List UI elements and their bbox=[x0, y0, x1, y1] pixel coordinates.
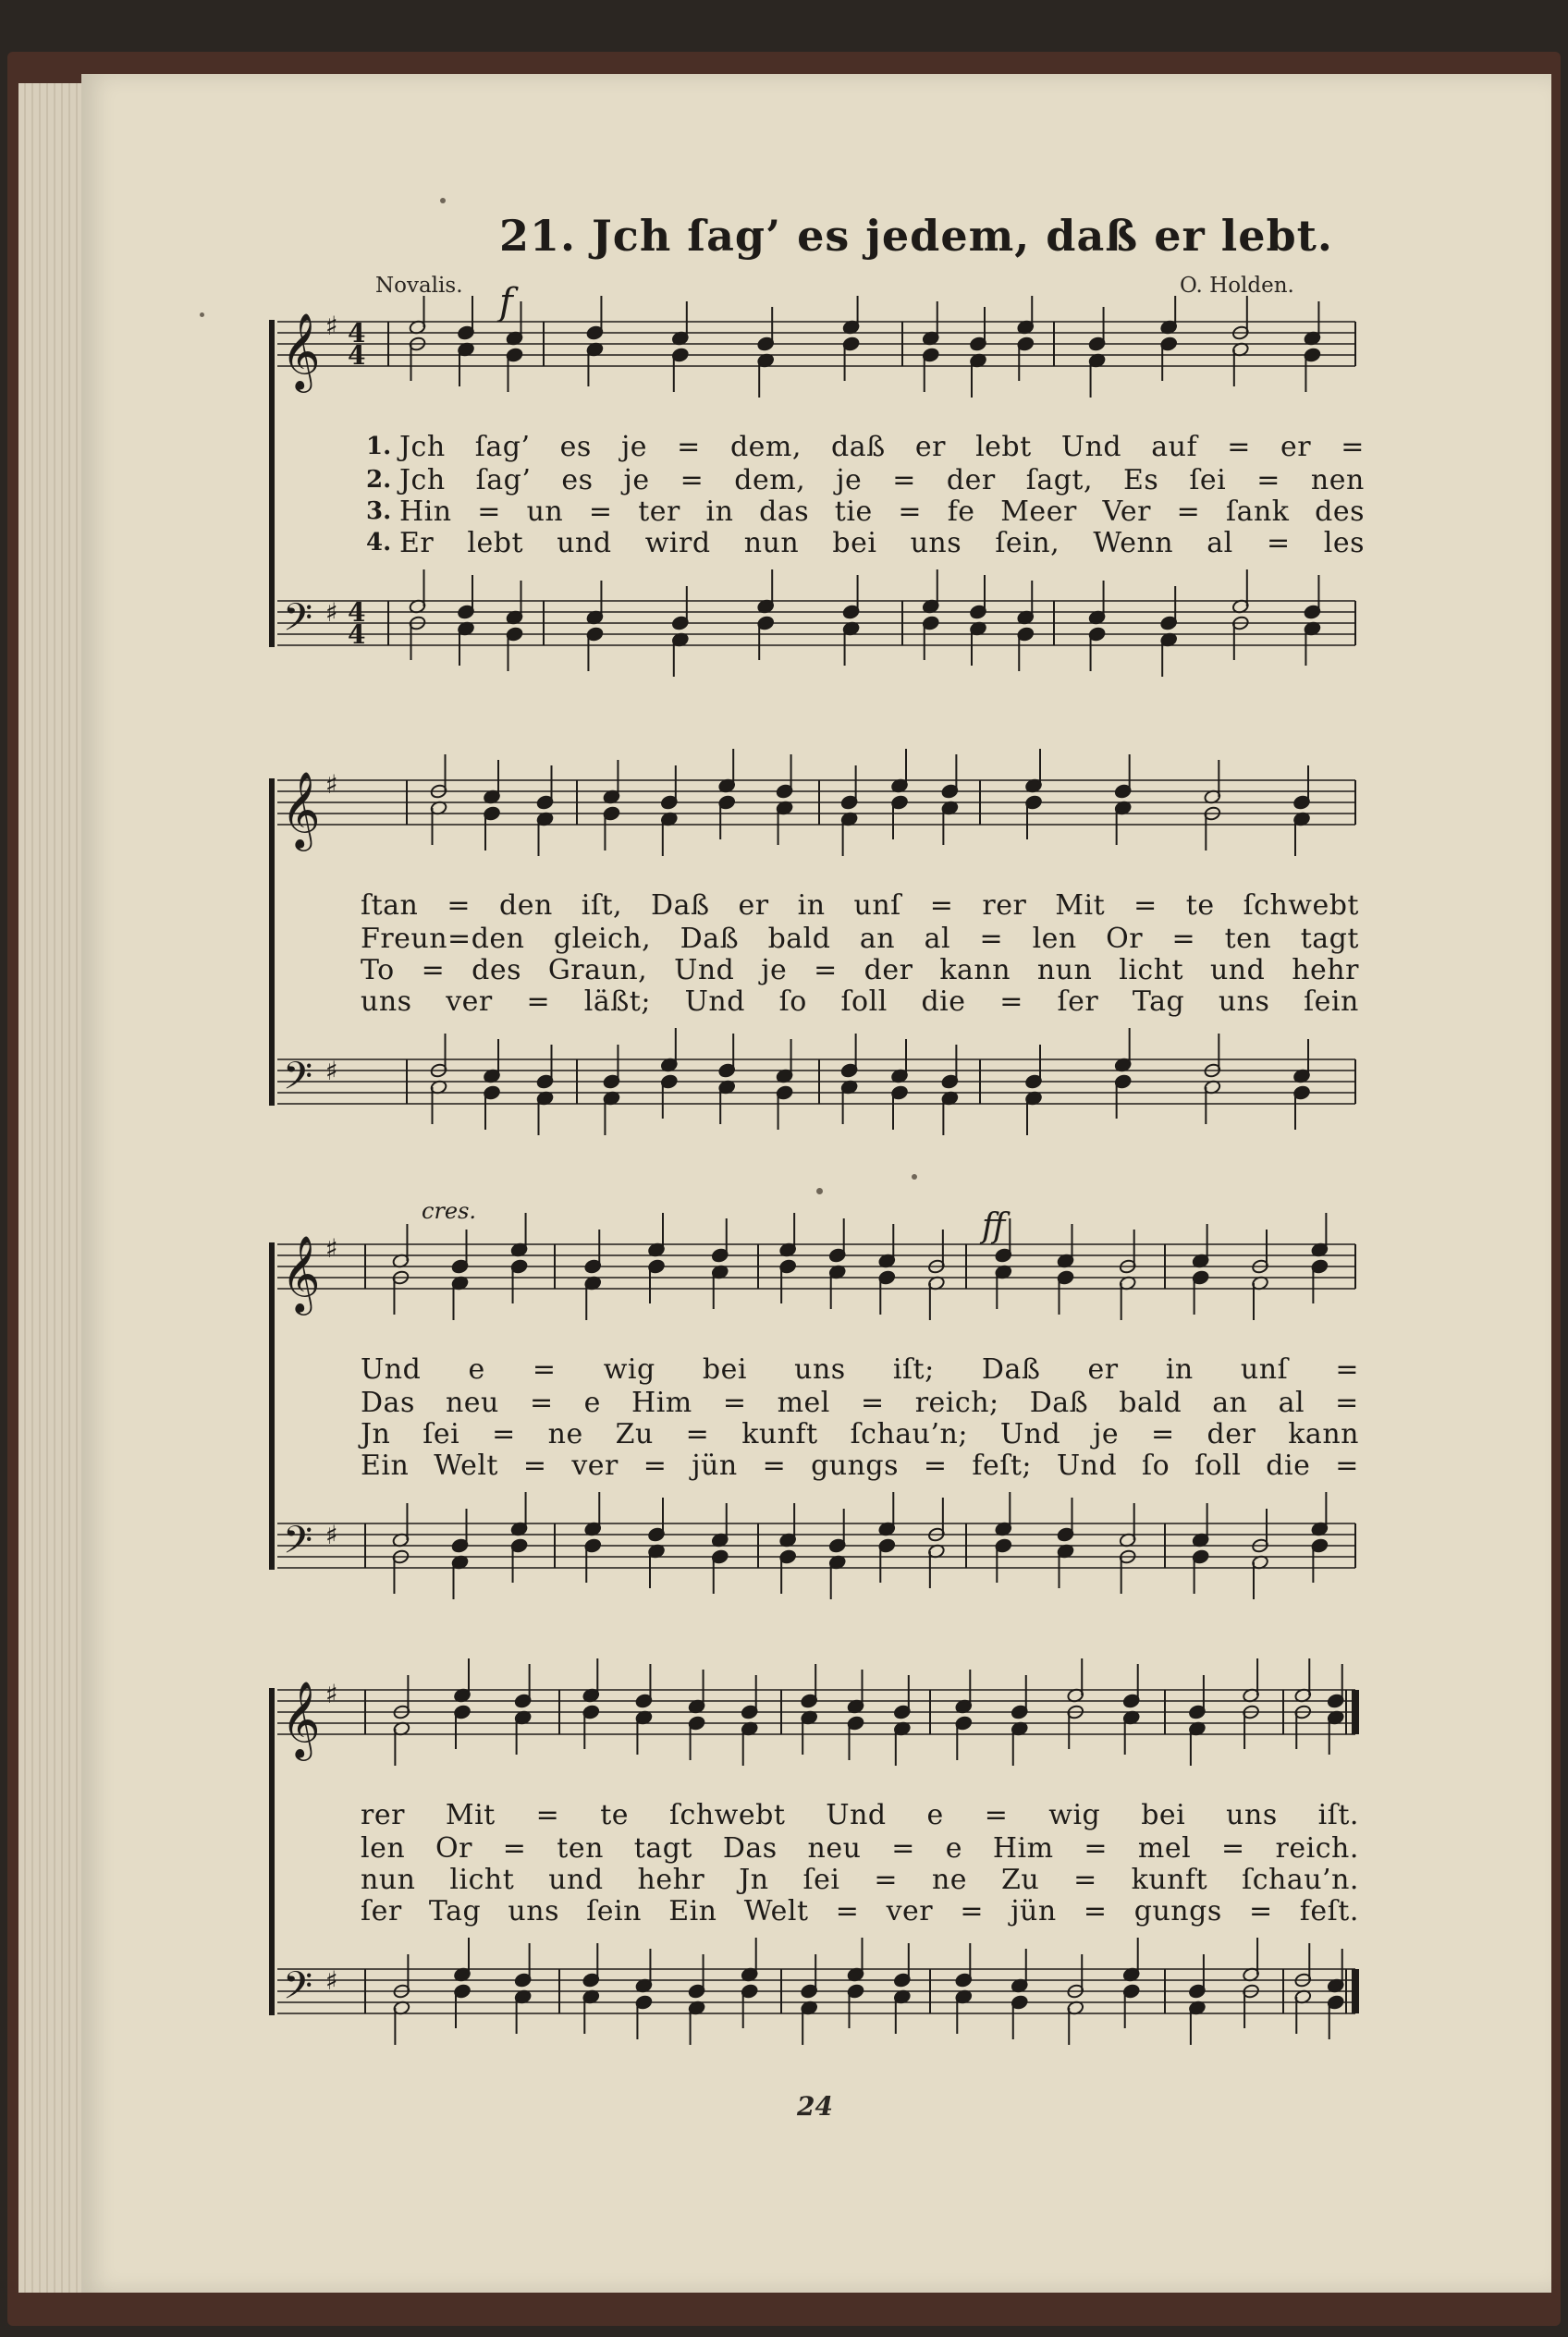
lyric-syllable: = bbox=[814, 953, 838, 986]
score-notation bbox=[268, 296, 1359, 2052]
lyric-syllable: des bbox=[1315, 495, 1365, 528]
lyric-syllable: te bbox=[600, 1798, 630, 1831]
lyric-line bbox=[366, 496, 1365, 527]
lyric-syllable: nen bbox=[1310, 463, 1365, 496]
lyric-syllable: Und bbox=[361, 1352, 422, 1386]
lyric-syllable: uns bbox=[910, 526, 962, 559]
lyric-syllable: reich; bbox=[914, 1386, 999, 1419]
lyric-words bbox=[361, 1387, 1359, 1419]
lyric-syllable: = bbox=[1256, 463, 1280, 496]
lyric-syllable: = bbox=[522, 1449, 547, 1482]
lyric-syllable: und bbox=[557, 526, 612, 559]
lyric-syllable: feſt. bbox=[1299, 1894, 1359, 1927]
lyric-syllable: al bbox=[1207, 526, 1233, 559]
lyric-syllable: = bbox=[1221, 1831, 1245, 1865]
lyric-syllable: Mit bbox=[1055, 888, 1106, 922]
lyric-syllable: ſag’ bbox=[474, 430, 531, 463]
lyric-syllable: Him bbox=[992, 1831, 1054, 1865]
paper-spot bbox=[440, 198, 446, 203]
lyric-syllable: Und bbox=[684, 985, 745, 1018]
lyric-syllable: ſei bbox=[1189, 463, 1227, 496]
lyric-syllable: = bbox=[526, 985, 551, 1018]
lyric-syllable: tie bbox=[834, 495, 873, 528]
lyric-syllable: = bbox=[535, 1798, 560, 1831]
lyric-syllable: in bbox=[705, 495, 734, 528]
lyric-syllable: lebt bbox=[975, 430, 1032, 463]
bass-clef-icon: 𝄢 bbox=[283, 1964, 313, 2017]
lyric-syllable: ſag’ bbox=[475, 463, 532, 496]
lyric-syllable: an bbox=[1212, 1386, 1248, 1419]
lyric-syllable: tagt bbox=[633, 1831, 692, 1865]
lyric-words bbox=[399, 496, 1365, 528]
lyric-syllable: = bbox=[1171, 922, 1196, 955]
lyric-syllable: Jn bbox=[361, 1417, 391, 1450]
author-credit: Novalis. bbox=[375, 274, 463, 298]
lyric-syllable: = bbox=[492, 1417, 516, 1450]
lyric-syllable: = bbox=[860, 1386, 885, 1419]
lyric-syllable: ſer bbox=[361, 1894, 402, 1927]
lyric-syllable: ſchau’n; bbox=[850, 1417, 968, 1450]
lyric-syllable: ſank bbox=[1225, 495, 1290, 528]
lyric-syllable: uns bbox=[1218, 985, 1270, 1018]
lyric-syllable: = bbox=[999, 985, 1023, 1018]
lyric-syllable: = bbox=[929, 888, 954, 922]
lyric-syllable: der bbox=[864, 953, 913, 986]
lyric-syllable: die bbox=[921, 985, 966, 1018]
treble-clef-icon: 𝄞 bbox=[281, 1234, 321, 1312]
lyric-syllable: feſt; bbox=[972, 1449, 1032, 1482]
lyric-syllable: Tag bbox=[1132, 985, 1185, 1018]
lyric-words bbox=[399, 464, 1365, 496]
time-signature-digit: 4 bbox=[348, 619, 366, 650]
lyric-syllable: nun bbox=[361, 1863, 416, 1896]
lyric-syllable: = bbox=[477, 495, 501, 528]
lyric-syllable: rer bbox=[982, 888, 1027, 922]
lyric-syllable: ſein bbox=[1304, 985, 1359, 1018]
lyric-syllable: das bbox=[759, 495, 810, 528]
lyric-words bbox=[361, 1832, 1359, 1865]
lyric-words bbox=[361, 889, 1359, 922]
lyric-syllable: ſoll bbox=[840, 985, 888, 1018]
lyric-syllable: = bbox=[960, 1894, 985, 1927]
lyric-syllable: Tag bbox=[428, 1894, 482, 1927]
verse-number: 2. bbox=[366, 466, 392, 494]
lyric-syllable: bald bbox=[1119, 1386, 1182, 1419]
lyric-syllable: Das bbox=[722, 1831, 778, 1865]
lyric-syllable: = bbox=[1248, 1894, 1273, 1927]
lyric-syllable: Daß bbox=[651, 888, 710, 922]
lyric-syllable: Daß bbox=[981, 1352, 1041, 1386]
lyric-syllable: mel bbox=[777, 1386, 830, 1419]
lyric-syllable: ne bbox=[547, 1417, 583, 1450]
lyric-syllable: ſchwebt bbox=[1243, 888, 1359, 922]
lyric-syllable: bald bbox=[767, 922, 831, 955]
lyric-syllable: te bbox=[1185, 888, 1215, 922]
lyric-syllable: und bbox=[1209, 953, 1266, 986]
lyric-words bbox=[361, 1353, 1359, 1386]
key-signature-sharp: ♯ bbox=[325, 311, 338, 341]
forte-marking: f bbox=[499, 281, 513, 324]
lyric-syllable: neu bbox=[807, 1831, 862, 1865]
treble-clef-icon: 𝄞 bbox=[281, 1680, 321, 1757]
lyric-syllable: ten bbox=[557, 1831, 604, 1865]
lyric-syllable: Zu bbox=[1000, 1863, 1040, 1896]
lyric-syllable: = bbox=[1084, 1831, 1109, 1865]
lyric-syllable: = bbox=[1151, 1417, 1175, 1450]
lyric-syllable: = bbox=[722, 1386, 747, 1419]
lyric-syllable: licht bbox=[449, 1863, 515, 1896]
crescendo-marking: cres. bbox=[422, 1198, 477, 1224]
lyric-syllable: = bbox=[891, 1831, 915, 1865]
hymn-title: 21. Jch ſag’ es jedem, daß er lebt. bbox=[499, 211, 1333, 261]
lyric-syllable: = bbox=[762, 1449, 787, 1482]
lyric-syllable: in bbox=[1165, 1352, 1194, 1386]
lyric-syllable: iſt, bbox=[581, 888, 623, 922]
lyric-syllable: bei bbox=[1141, 1798, 1186, 1831]
lyric-syllable: ſo bbox=[1142, 1449, 1170, 1482]
lyric-syllable: Und bbox=[1056, 1449, 1118, 1482]
lyric-syllable: uns bbox=[508, 1894, 559, 1927]
treble-clef-icon: 𝄞 bbox=[281, 312, 321, 389]
lyric-syllable: er bbox=[1087, 1352, 1119, 1386]
lyric-syllable: = bbox=[1266, 526, 1291, 559]
lyric-syllable: gungs bbox=[1133, 1894, 1222, 1927]
lyric-syllable: Ein bbox=[668, 1894, 717, 1927]
lyric-syllable: unſ bbox=[1240, 1352, 1289, 1386]
lyric-words bbox=[399, 431, 1365, 463]
lyric-syllable: er bbox=[738, 888, 769, 922]
key-signature-sharp: ♯ bbox=[325, 1965, 338, 1996]
lyric-syllable: = bbox=[677, 430, 701, 463]
lyric-line bbox=[361, 1353, 1359, 1385]
lyric-syllable: den bbox=[498, 888, 553, 922]
lyric-line bbox=[366, 464, 1365, 496]
fortissimo-marking: ff bbox=[982, 1207, 1006, 1245]
lyric-syllable: Or bbox=[435, 1831, 472, 1865]
lyric-line bbox=[361, 1895, 1359, 1927]
lyric-syllable: ſoll bbox=[1194, 1449, 1242, 1482]
lyric-syllable: len bbox=[1032, 922, 1077, 955]
time-signature-digit: 4 bbox=[348, 318, 366, 349]
lyric-syllable: an bbox=[859, 922, 896, 955]
lyric-syllable: = bbox=[1176, 495, 1201, 528]
lyric-syllable: mel bbox=[1137, 1831, 1192, 1865]
lyric-syllable: licht bbox=[1119, 953, 1184, 986]
lyric-syllable: und bbox=[548, 1863, 604, 1896]
lyric-words bbox=[361, 1450, 1359, 1482]
lyric-syllable: auf bbox=[1151, 430, 1198, 463]
lyric-syllable: ne bbox=[931, 1863, 968, 1896]
lyric-syllable: wird bbox=[644, 526, 711, 559]
lyric-syllable: ter bbox=[638, 495, 680, 528]
lyric-syllable: je bbox=[623, 463, 650, 496]
lyric-syllable: Das bbox=[361, 1386, 415, 1419]
lyric-syllable: Wenn bbox=[1093, 526, 1174, 559]
lyric-words bbox=[361, 1799, 1359, 1831]
lyric-syllable: ſchwebt bbox=[668, 1798, 786, 1831]
lyric-syllable: läßt; bbox=[583, 985, 651, 1018]
lyric-syllable: ſein, bbox=[995, 526, 1060, 559]
lyric-syllable: kann bbox=[1288, 1417, 1359, 1450]
lyric-syllable: tagt bbox=[1300, 922, 1359, 955]
lyric-syllable: les bbox=[1323, 526, 1365, 559]
lyric-syllable: un bbox=[526, 495, 564, 528]
lyric-line bbox=[361, 889, 1359, 921]
lyric-words bbox=[361, 1864, 1359, 1896]
lyric-syllable: in bbox=[797, 888, 826, 922]
lyric-syllable: neu bbox=[445, 1386, 499, 1419]
lyric-syllable: e bbox=[468, 1352, 485, 1386]
lyric-syllable: rer bbox=[361, 1798, 405, 1831]
lyric-syllable: = bbox=[1073, 1863, 1097, 1896]
lyric-syllable: des bbox=[472, 953, 521, 986]
lyric-syllable: iſt; bbox=[892, 1352, 935, 1386]
lyric-syllable: ſei bbox=[802, 1863, 840, 1896]
lyric-syllable: = bbox=[898, 495, 923, 528]
lyric-syllable: = bbox=[680, 463, 704, 496]
lyric-syllable: Freun=den bbox=[361, 922, 525, 955]
lyric-syllable: To bbox=[361, 953, 395, 986]
lyric-line bbox=[366, 527, 1365, 558]
lyric-line bbox=[361, 1864, 1359, 1895]
key-signature-sharp: ♯ bbox=[325, 597, 338, 628]
lyric-syllable: dem, bbox=[734, 463, 806, 496]
lyric-syllable: Und bbox=[1060, 430, 1122, 463]
lyric-syllable: ver bbox=[886, 1894, 934, 1927]
lyric-syllable: Meer bbox=[1000, 495, 1077, 528]
lyric-syllable: ver bbox=[446, 985, 493, 1018]
lyric-syllable: = bbox=[1133, 888, 1158, 922]
bass-clef-icon: 𝄢 bbox=[283, 595, 313, 649]
lyric-syllable: Graun, bbox=[547, 953, 648, 986]
lyric-syllable: Daß bbox=[1029, 1386, 1089, 1419]
lyric-syllable: Mit bbox=[445, 1798, 496, 1831]
lyric-syllable: = bbox=[923, 1449, 948, 1482]
lyric-syllable: daß bbox=[831, 430, 886, 463]
lyric-syllable: al bbox=[924, 922, 951, 955]
lyric-syllable: Him bbox=[631, 1386, 692, 1419]
lyric-syllable: = bbox=[874, 1863, 899, 1896]
lyric-syllable: je bbox=[620, 430, 648, 463]
lyric-syllable: ſtan bbox=[361, 888, 419, 922]
lyric-syllable: Zu bbox=[615, 1417, 654, 1450]
lyric-syllable: uns bbox=[361, 985, 412, 1018]
lyric-syllable: = bbox=[979, 922, 1004, 955]
lyric-syllable: e bbox=[926, 1798, 944, 1831]
lyric-syllable: jün bbox=[692, 1449, 738, 1482]
lyric-syllable: ſo bbox=[778, 985, 807, 1018]
treble-clef-icon: 𝄞 bbox=[281, 770, 321, 848]
lyric-syllable: = bbox=[532, 1352, 557, 1386]
key-signature-sharp: ♯ bbox=[325, 1520, 338, 1550]
lyric-syllable: ſagt, bbox=[1025, 463, 1094, 496]
lyric-syllable: = bbox=[1227, 430, 1251, 463]
lyric-syllable: Es bbox=[1123, 463, 1159, 496]
lyric-syllable: ſein bbox=[586, 1894, 642, 1927]
key-signature-sharp: ♯ bbox=[325, 769, 338, 800]
lyric-syllable: = bbox=[1083, 1894, 1108, 1927]
lyric-syllable: = bbox=[835, 1894, 860, 1927]
lyric-syllable: = bbox=[502, 1831, 527, 1865]
lyric-line bbox=[361, 985, 1359, 1017]
lyric-words bbox=[361, 923, 1359, 955]
lyric-syllable: nun bbox=[1036, 953, 1093, 986]
lyric-syllable: = bbox=[643, 1449, 668, 1482]
lyric-line bbox=[361, 1387, 1359, 1418]
lyric-syllable: dem, bbox=[729, 430, 802, 463]
lyric-syllable: kunft bbox=[741, 1417, 818, 1450]
lyric-syllable: len bbox=[361, 1831, 406, 1865]
lyric-syllable: bei bbox=[702, 1352, 747, 1386]
lyric-syllable: Welt bbox=[434, 1449, 498, 1482]
lyric-syllable: Jch bbox=[399, 463, 446, 496]
lyric-syllable: = bbox=[447, 888, 471, 922]
lyric-syllable: kunft bbox=[1131, 1863, 1208, 1896]
lyric-syllable: ſei bbox=[423, 1417, 460, 1450]
lyric-syllable: Hin bbox=[399, 495, 452, 528]
lyric-syllable: = bbox=[529, 1386, 554, 1419]
lyric-syllable: es bbox=[561, 463, 594, 496]
lyric-syllable: Ein bbox=[361, 1449, 410, 1482]
key-signature-sharp: ♯ bbox=[325, 1679, 338, 1709]
lyric-syllable: wig bbox=[1048, 1798, 1101, 1831]
lyric-words bbox=[361, 1895, 1359, 1927]
bass-clef-icon: 𝄢 bbox=[283, 1054, 313, 1107]
lyric-syllable: Or bbox=[1106, 922, 1144, 955]
lyric-syllable: kann bbox=[939, 953, 1011, 986]
lyric-line bbox=[361, 1799, 1359, 1830]
lyric-syllable: = bbox=[421, 953, 446, 986]
lyric-syllable: der bbox=[1207, 1417, 1256, 1450]
key-signature-sharp: ♯ bbox=[325, 1233, 338, 1264]
lyric-syllable: e bbox=[583, 1386, 601, 1419]
lyric-syllable: fe bbox=[947, 495, 975, 528]
lyric-syllable: Und bbox=[826, 1798, 887, 1831]
verse-number: 3. bbox=[366, 497, 392, 525]
lyric-syllable: jün bbox=[1011, 1894, 1057, 1927]
lyric-words bbox=[361, 985, 1359, 1018]
lyric-syllable: je bbox=[761, 953, 788, 986]
lyric-syllable: = bbox=[1335, 1352, 1359, 1386]
lyric-syllable: je bbox=[836, 463, 863, 496]
lyric-syllable: uns bbox=[794, 1352, 846, 1386]
lyric-syllable: bei bbox=[832, 526, 877, 559]
lyric-words bbox=[361, 954, 1359, 986]
lyric-syllable: Ver bbox=[1102, 495, 1151, 528]
lyric-syllable: gleich, bbox=[553, 922, 652, 955]
lyric-syllable: die bbox=[1266, 1449, 1311, 1482]
key-signature-sharp: ♯ bbox=[325, 1056, 338, 1086]
lyric-syllable: unſ bbox=[853, 888, 901, 922]
lyric-syllable: iſt. bbox=[1317, 1798, 1359, 1831]
lyric-syllable: je bbox=[1093, 1417, 1120, 1450]
lyric-syllable: ſer bbox=[1057, 985, 1099, 1018]
time-signature-digit: 4 bbox=[348, 597, 366, 628]
lyric-syllable: reich. bbox=[1275, 1831, 1359, 1865]
lyric-syllable: = bbox=[984, 1798, 1009, 1831]
lyric-syllable: ver bbox=[571, 1449, 619, 1482]
lyric-syllable: er bbox=[1280, 430, 1312, 463]
lyric-syllable: hehr bbox=[637, 1863, 705, 1896]
paper-spot bbox=[200, 312, 204, 317]
lyric-line bbox=[361, 1450, 1359, 1481]
lyric-syllable: Und bbox=[999, 1417, 1061, 1450]
lyric-words bbox=[361, 1418, 1359, 1450]
lyric-syllable: Welt bbox=[743, 1894, 809, 1927]
lyric-syllable: = bbox=[892, 463, 916, 496]
lyric-syllable: nun bbox=[743, 526, 800, 559]
lyric-syllable: = bbox=[1341, 430, 1365, 463]
lyric-syllable: es bbox=[559, 430, 592, 463]
verse-number: 4. bbox=[366, 529, 392, 557]
bass-clef-icon: 𝄢 bbox=[283, 1518, 313, 1572]
lyric-syllable: Er bbox=[399, 526, 435, 559]
lyric-syllable: Jch bbox=[399, 430, 446, 463]
lyric-syllable: Und bbox=[674, 953, 735, 986]
lyric-line bbox=[366, 431, 1365, 462]
lyric-syllable: = bbox=[1335, 1386, 1359, 1419]
lyric-syllable: der bbox=[946, 463, 996, 496]
lyric-syllable: wig bbox=[603, 1352, 655, 1386]
lyric-syllable: al bbox=[1278, 1386, 1305, 1419]
lyric-syllable: Daß bbox=[680, 922, 740, 955]
lyric-words bbox=[399, 527, 1365, 559]
composer-credit: O. Holden. bbox=[1180, 274, 1294, 298]
lyric-syllable: = bbox=[1335, 1449, 1359, 1482]
lyric-syllable: ſchau’n. bbox=[1242, 1863, 1359, 1896]
lyric-line bbox=[361, 1832, 1359, 1864]
lyric-syllable: = bbox=[588, 495, 613, 528]
verse-number: 1. bbox=[366, 433, 392, 460]
lyric-syllable: lebt bbox=[467, 526, 524, 559]
time-signature-digit: 4 bbox=[348, 340, 366, 371]
lyric-syllable: uns bbox=[1226, 1798, 1278, 1831]
lyric-syllable: = bbox=[685, 1417, 710, 1450]
lyric-line bbox=[361, 923, 1359, 954]
lyric-line bbox=[361, 954, 1359, 985]
lyric-line bbox=[361, 1418, 1359, 1450]
lyric-syllable: er bbox=[914, 430, 946, 463]
lyric-syllable: Jn bbox=[739, 1863, 769, 1896]
lyric-syllable: gungs bbox=[811, 1449, 900, 1482]
lyric-syllable: ten bbox=[1224, 922, 1272, 955]
lyric-syllable: e bbox=[945, 1831, 962, 1865]
page-number: 24 bbox=[797, 2091, 833, 2122]
lyric-syllable: hehr bbox=[1292, 953, 1359, 986]
